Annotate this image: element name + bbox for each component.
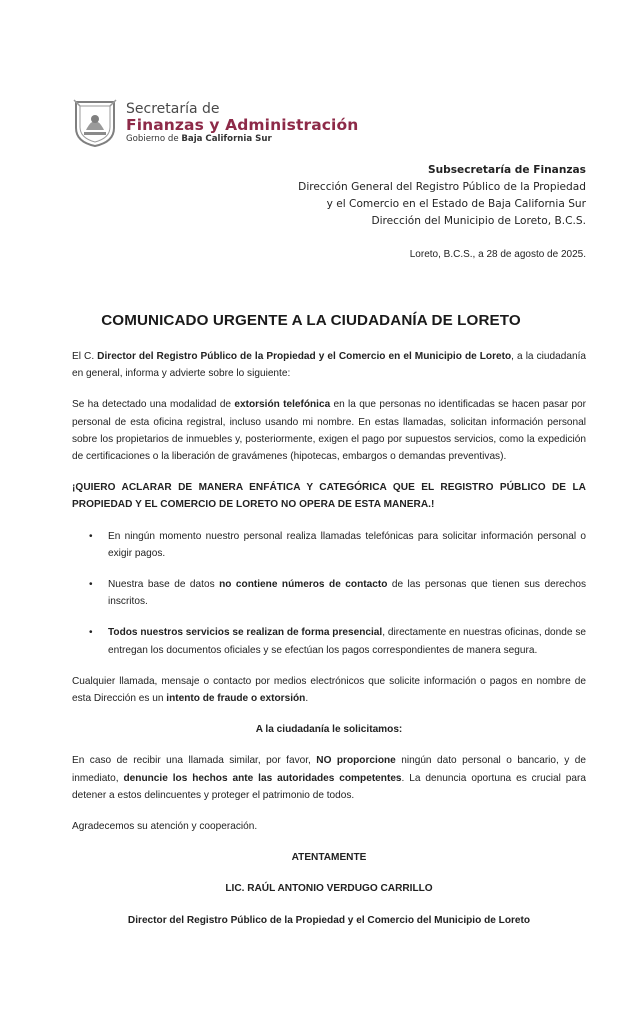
header-line-4: Dirección del Municipio de Loreto, B.C.S.	[371, 215, 586, 227]
bullet-icon: •	[89, 627, 93, 639]
bullet-icon: •	[89, 530, 93, 542]
closing-word: ATENTAMENTE	[291, 852, 367, 864]
request-heading: A la ciudadanía le solicitamos:	[255, 724, 403, 736]
agency-logo	[72, 98, 358, 148]
signer-name: LIC. RAÚL ANTONIO VERDUGO CARRILLO	[225, 883, 433, 895]
list-item: • En ningún momento nuestro personal realiza llamadas telefónicas para solicitar información personal o exigir pagos.	[72, 528, 586, 562]
header-subsecretaria: Subsecretaría de Finanzas	[427, 164, 586, 176]
intro-paragraph: El C. Director del Registro Público de la Propiedad y el Comercio en el Municipio de Loreto, a la ciudadanía en general, informa y advierte sobre lo siguiente:	[72, 351, 586, 380]
document-date: Loreto, B.C.S., a 28 de agosto de 2025.	[409, 249, 586, 260]
list-item: • Todos nuestros servicios se realizan de forma presencial, directamente en nuestras oficinas, donde se entregan los documentos oficiales y se efectúan los pagos correspondientes de manera segura.	[72, 624, 586, 658]
logo-line-2: Finanzas y Administración	[126, 116, 359, 135]
list-item: • Nuestra base de datos no contiene números de contacto de las personas que tienen sus derechos inscritos.	[72, 576, 586, 610]
signer-title: Director del Registro Público de la Propiedad y el Comercio del Municipio de Loreto	[127, 914, 531, 926]
fraud-paragraph: Cualquier llamada, mensaje o contacto por medios electrónicos que solicite información o pagos en nombre de esta Dirección es un intento de fraude o extorsión.	[72, 675, 586, 705]
emphasis-statement: ¡QUIERO ACLARAR DE MANERA ENFÁTICA Y CATEGÓRICA QUE EL REGISTRO PÚBLICO DE LA PROPIEDAD Y EL COMERCIO DE LORETO NO OPERA DE ESTA MANERA.!	[72, 482, 586, 511]
thanks-line: Agradecemos su atención y cooperación.	[72, 821, 258, 833]
document-body	[72, 348, 586, 943]
instructions-paragraph: En caso de recibir una llamada similar, por favor, NO proporcione ningún dato personal o bancario, y de inmediato, denuncie los hechos ante las autoridades competentes. La denuncia oportuna es crucial para detener a estos delincuentes y proteger el patrimonio de todos.	[72, 755, 587, 801]
logo-line-3: Gobierno de Baja California Sur	[126, 133, 272, 144]
bullet-icon: •	[89, 579, 93, 591]
bullet-list	[72, 528, 586, 659]
extortion-paragraph: Se ha detectado una modalidad de extorsión telefónica en la que personas no identificadas se hacen pasar por personal de esta oficina registral, incluso usando mi nombre. En estas llamadas, solicitan información personal sobre los propietarios de inmuebles y, posteriormente, exigen el pago por supuestos servicios, como la expedición de certificaciones o la liberación de gravámenes (hipotecas, embargos o demandas preventivas).	[72, 399, 586, 463]
document-title: COMUNICADO URGENTE A LA CIUDADANÍA DE LORETO	[101, 312, 521, 329]
state-seal-icon	[72, 98, 118, 148]
header-line-2: Dirección General del Registro Público de la Propiedad	[298, 181, 586, 193]
logo-line-1: Secretaría de	[126, 100, 220, 117]
letterhead-address	[298, 162, 586, 230]
header-line-3: y el Comercio en el Estado de Baja California Sur	[326, 198, 586, 210]
